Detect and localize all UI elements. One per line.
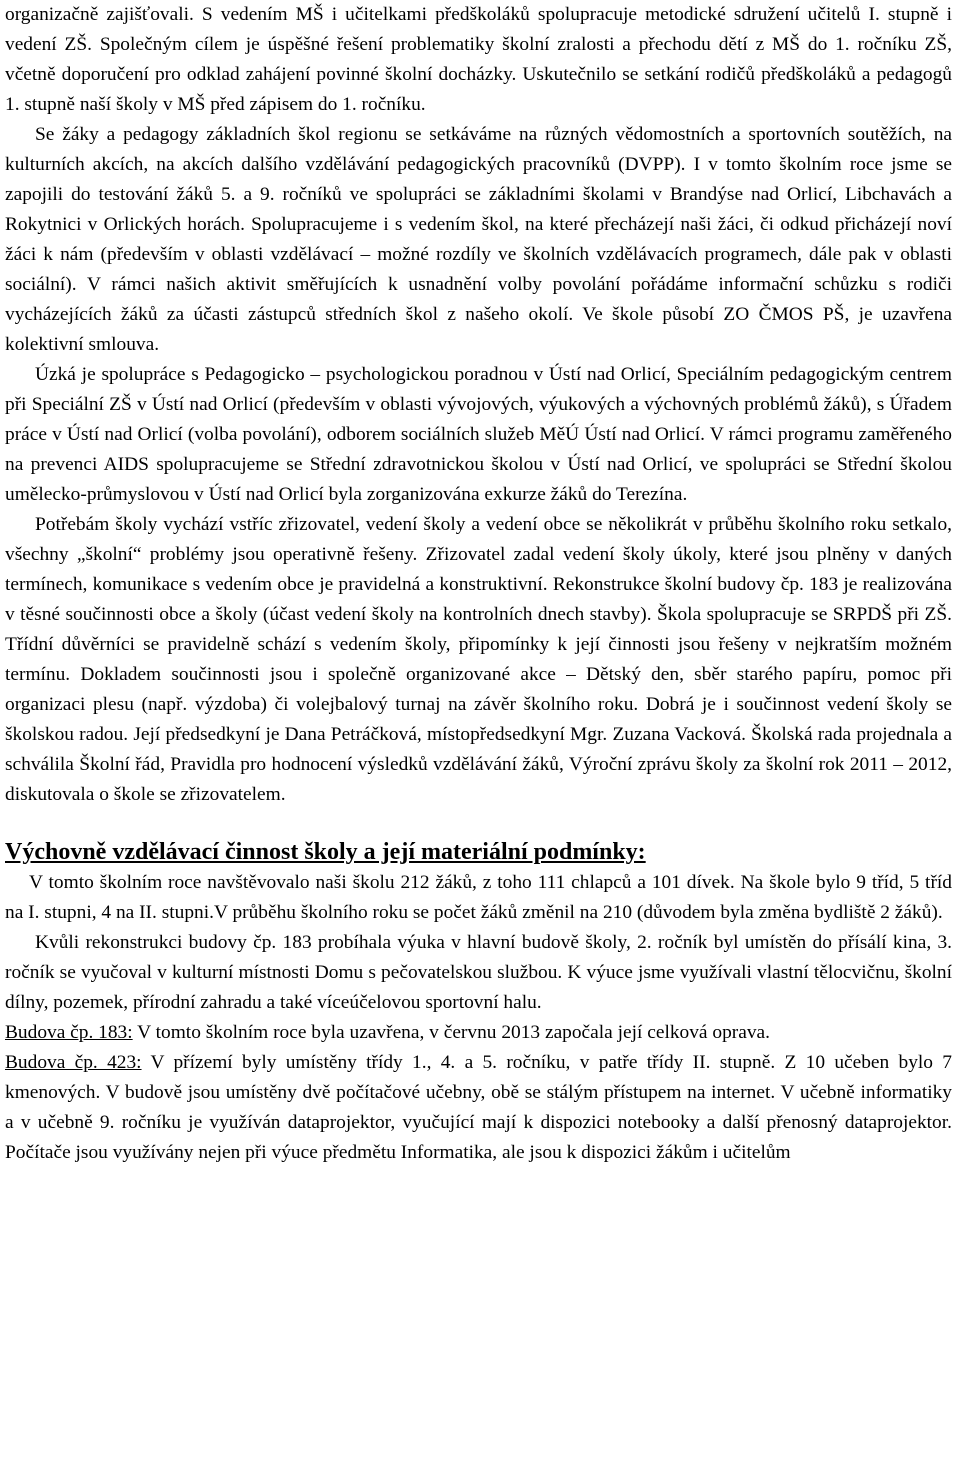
paragraph-preschool-cooperation: organizačně zajišťovali. S vedením MŠ i učitelkami předškoláků spolupracuje metodické sdružení učitelů I. stupně i vedení ZŠ. Společným cílem je úspěšné řešení problematiky školní zralosti a přechodu dětí z MŠ do 1. ročníku ZŠ, včetně doporučení pro odklad zahájení povinné školní docházky. Uskutečnilo se setkání rodičů předškoláků a pedagogů 1. stupně naší školy v MŠ před zápisem do 1. ročníku.	[5, 4, 952, 115]
paragraph-counseling-cooperation: Úzká je spolupráce s Pedagogicko – psychologickou poradnou v Ústí nad Orlicí, Speciálním pedagogickým centrem při Speciální ZŠ v Ústí nad Orlicí (především v oblasti vývojových, výukových a výchovných problémů žáků), s Úřadem práce v Ústí nad Orlicí (volba povolání), odborem sociálních služeb MěÚ Ústí nad Orlicí. V rámci programu zaměřeného na prevenci AIDS spolupracujeme se Střední zdravotnickou školou v Ústí nad Orlicí, ve spolupráci se Střední školou umělecko-průmyslovou v Ústí nad Orlicí byla zorganizována exkurze žáků do Terezína.	[5, 364, 952, 505]
paragraph-regional-schools: Se žáky a pedagogy základních škol regionu se setkáváme na různých vědomostních a sportovních soutěžích, na kulturních akcích, na akcích dalšího vzdělávání pedagogických pracovníků (DVPP). I v tomto školním roce jsme se zapojili do testování žáků 5. a 9. ročníků ve spolupráci se základními školami v Brandýse nad Orlicí, Libchavách a Rokytnici v Orlických horách. Spolupracujeme i s vedením škol, na které přecházejí naši žáci, či odkud přicházejí noví žáci k nám (především v oblasti vzdělávací – možné rozdíly ve školních vzdělávacích programech, dále pak v oblasti sociální). V rámci našich aktivit směřujících k usnadnění volby povolání pořádáme informační schůzku s rodiči vycházejících žáků za účasti zástupců středních škol z našeho okolí. Ve škole působí ZO ČMOS PŠ, je uzavřena kolektivní smlouva.	[5, 124, 952, 355]
paragraph-building-423	[5, 1048, 952, 1168]
building-183-label: Budova čp. 183:	[5, 1022, 133, 1043]
section-heading: Výchovně vzdělávací činnost školy a její materiální podmínky:	[5, 839, 646, 865]
building-183-text: V tomto školním roce byla uzavřena, v červnu 2013 započala její celková oprava.	[132, 1022, 770, 1043]
paragraph-reconstruction: Kvůli rekonstrukci budovy čp. 183 probíhala výuka v hlavní budově školy, 2. ročník byl umístěn do přísálí kina, 3. ročník se vyučoval v kulturní místnosti Domu s pečovatelskou službou. K výuce jsme využívali vlastní tělocvičnu, školní dílny, pozemek, přírodní zahradu a také víceúčelovou sportovní halu.	[5, 932, 952, 1013]
paragraph-building-183	[5, 1018, 952, 1048]
building-423-text: V přízemí byly umístěny třídy 1., 4. a 5. ročníku, v patře třídy II. stupně. Z 10 učeben bylo 7 kmenových. V budově jsou umístěny dvě počítačové učebny, obě se stálým přístupem na internet. V učebně informatiky a v učebně 9. ročníku je využíván dataprojektor, vyučující mají k dispozici notebooky a další přenosný dataprojektor. Počítače jsou využívány nejen při výuce předmětu Informatika, ale jsou k dispozici žákům i učitelům	[5, 1052, 953, 1163]
paragraph-pupil-count: V tomto školním roce navštěvovalo naši školu 212 žáků, z toho 111 chlapců a 101 dívek. Na škole bylo 9 tříd, 5 tříd na I. stupni, 4 na II. stupni.V průběhu školního roku se počet žáků změnil na 210 (důvodem byla změna bydliště 2 žáků).	[5, 872, 952, 923]
building-423-label: Budova čp. 423:	[5, 1052, 142, 1073]
paragraph-founder-cooperation: Potřebám školy vychází vstříc zřizovatel, vedení školy a vedení obce se několikrát v průběhu školního roku setkalo, všechny „školní“ problémy jsou operativně řešeny. Zřizovatel zadal vedení školy úkoly, které jsou plněny v daných termínech, komunikace s vedením obce je pravidelná a konstruktivní. Rekonstrukce školní budovy čp. 183 je realizována v těsné součinnosti obce a školy (účast vedení školy na kontrolních dnech stavby). Škola spolupracuje se SRPDŠ při ZŠ. Třídní důvěrníci se pravidelně schází s vedením školy, připomínky k její činnosti jsou řešeny v nejkratším možném termínu. Dokladem součinnosti jsou i společně organizované akce – Dětský den, sběr starého papíru, pomoc při organizaci plesu (např. výzdoba) či volejbalový turnaj na závěr školního roku. Dobrá je i součinnost vedení školy se školskou radou. Její předsedkyní je Dana Petráčková, místopředsedkyní Mgr. Zuzana Vacková. Školská rada projednala a schválila Školní řád, Pravidla pro hodnocení výsledků vzdělávání žáků, Výroční zprávu školy za školní rok 2011 – 2012, diskutovala o škole se zřizovatelem.	[5, 514, 952, 805]
